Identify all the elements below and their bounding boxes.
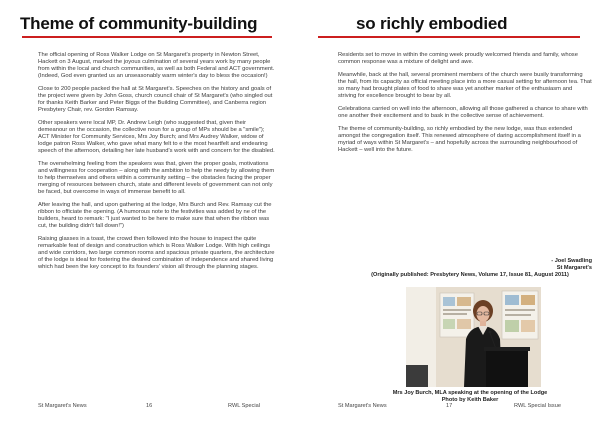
right-footer-publication: St Margaret's News: [338, 403, 387, 409]
original-publication-note: (Originally published: Presbytery News, Volume 17, Issue 81, August 2011): [371, 272, 569, 278]
left-footer-section: RWL Special: [228, 403, 261, 409]
left-paragraph: Raising glasses in a toast, the crowd then followed into the house to inspect the quite remarkable feat of design and construction which is Ross Walker Lodge. With high ceilings and wide corridors, two large common rooms and spacious private quarters, the architecture of the lodge is ideal for fostering the desired combination of independence and shared living which had been the key concept to its founders' vision all through the planning stages.: [38, 236, 275, 271]
left-page-title: Theme of community-building: [20, 14, 258, 33]
left-title-rule: [22, 36, 272, 38]
right-footer-section: RWL Special Issue: [514, 403, 561, 409]
left-paragraph: The overwhelming feeling from the speakers was that, given the proper goals, motivations and willingness for cooperation – along with the ambition to help the needy by allowing them to help themselves and others within a community setting – the obstacles facing the proper merging of resources between church, state and different levels of government can not only be faced, but overcome in ways of immense benefit to all.: [38, 161, 275, 196]
right-page-title: so richly embodied: [356, 14, 508, 33]
left-paragraph: After leaving the hall, and upon gathering at the lodge, Mrs Burch and Rev. Ramsay cut the ribbon to officiate the opening. (A humorous note to the festivities was added by ne of the builders, heard to remark: "I just wanted to be here to make sure that when the ribbon was cut, the building didn't fall down!"): [38, 202, 272, 230]
right-paragraph: Celebrations carried on well into the afternoon, allowing all those gathered a chance to share with one another their excitement and to bask in the collective sense of achievement.: [338, 105, 588, 119]
left-footer-page-number: 16: [146, 403, 153, 409]
left-article-body: [38, 52, 275, 277]
author-org: St Margaret's: [556, 265, 592, 271]
left-paragraph: Close to 200 people packed the hall at St Margaret's. Speeches on the history and goals of the project were given by John Goss, church council chair of St Margaret's (who singled out for thanks Keith Barker and Peter Biggs of the Building Committee), and Canberra region Presbytery Chair, rev. Gordon Ramsay.: [38, 85, 273, 114]
photo-illustration: [406, 287, 541, 387]
right-paragraph: Meanwhile, back at the hall, several prominent members of the church were busily transforming the hall, from its capacity as official meeting place into a more casual setting for afternoon tea. That so many had brought plates of food to share was yet another marker of the enthusiasm and striving for excellence brought to bear by all.: [338, 71, 592, 100]
right-footer-page-number: 17: [446, 403, 453, 409]
right-article-body: [338, 52, 592, 160]
author-name: - Joel Swadling: [551, 258, 592, 264]
right-paragraph: Residents set to move in within the coming week proudly welcomed friends and family, whose common response was a mixture of delight and awe.: [338, 52, 578, 66]
photo-credit: Photo by Keith Baker: [441, 397, 499, 403]
photo-caption: [360, 390, 580, 404]
left-paragraph: The official opening of Ross Walker Lodge on St Margaret's property in Newton Street, Hackett on 3 August, marked the joyous culmination of several years work by many people from within the local and church communities, as well as both Federal and ACT government. (Indeed, God even granted us an unseasonably warm winter's day to bless the occasion!): [38, 52, 275, 80]
event-photo: [406, 287, 541, 387]
right-paragraph: The theme of community-building, so richly embodied by the new lodge, was thus extended amongst the congregation itself. This renewed atmosphere of daring accomplishment itself in a myriad of ways within St Margaret's – and hopefully across the surrounding neighbourhood of Hackett – well into the future.: [338, 125, 581, 153]
left-paragraph: Other speakers were local MP, Dr. Andrew Leigh (who suggested that, given their demeanour on the occasion, the collective noun for a group of MPs should be a "smile"); ACT Minister for Community Services, Mrs Joy Burch; and Mrs Audrey Walker, widow of lodge patron Ross Walker, who gave what many felt to e the most heartfelt and endearing speech of the afternoon, detailing her late husband's work with and concern for the disabled.: [38, 119, 275, 155]
article-signature: [338, 258, 592, 279]
photo-caption-text: Mrs Joy Burch, MLA speaking at the opening of the Lodge: [392, 390, 548, 396]
left-footer-publication: St Margaret's News: [38, 403, 87, 409]
right-title-rule: [318, 36, 580, 38]
